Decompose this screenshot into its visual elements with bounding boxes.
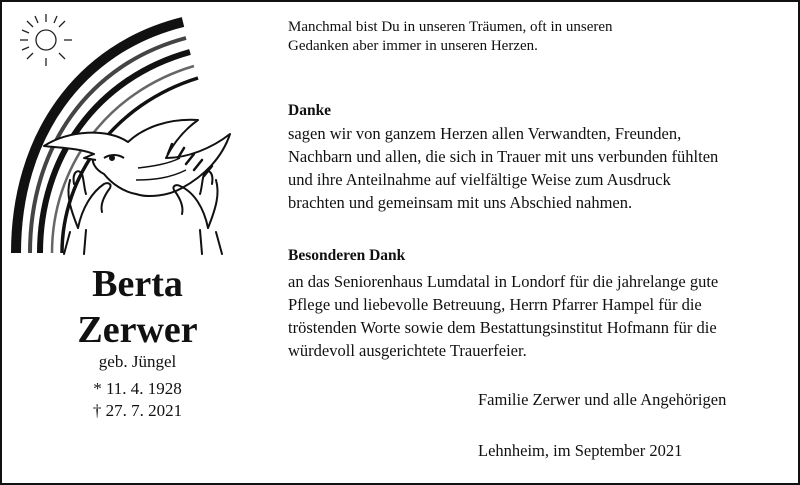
life-dates — [0, 378, 275, 422]
birth-name: geb. Jüngel — [98, 352, 177, 371]
special-thanks-heading: Besonderen Dank — [288, 247, 406, 264]
first-name: Berta — [92, 263, 183, 305]
special-thanks-line: tröstenden Worte sowie dem Bestattungsinstitut Hofmann für die — [288, 318, 717, 337]
birth-date: * 11. 4. 1928 — [93, 379, 182, 398]
special-thanks-line: an das Seniorenhaus Lumdatal in Londorf für die jahrelange gute — [288, 272, 719, 291]
thanks-line: Nachbarn und allen, die sich in Trauer mit uns verbunden fühlten — [288, 147, 719, 166]
left-column — [0, 0, 275, 485]
special-thanks-paragraph — [288, 270, 778, 362]
thanks-line: brachten und gemeinsam mit uns Abschied nahmen. — [288, 193, 633, 212]
thanks-line: und ihre Anteilnahme auf vielfältige Weise zum Ausdruck — [288, 170, 671, 189]
poem-block — [288, 18, 788, 56]
poem-line: Manchmal bist Du in unseren Träumen, oft in unseren — [288, 19, 613, 35]
thanks-heading: Danke — [288, 102, 332, 119]
thanks-line: sagen wir von ganzem Herzen allen Verwandten, Freunden, — [288, 124, 682, 143]
sun-icon — [20, 14, 72, 66]
thanks-paragraph — [288, 122, 778, 214]
dove-hands-artwork — [8, 8, 268, 258]
poem-line: Gedanken aber immer in unseren Herzen. — [288, 38, 538, 54]
death-date: † 27. 7. 2021 — [92, 401, 183, 420]
signature: Familie Zerwer und alle Angehörigen — [478, 390, 727, 409]
last-name: Zerwer — [77, 309, 198, 351]
place-date: Lehnheim, im September 2021 — [478, 441, 683, 460]
special-thanks-line: würdevoll ausgerichtete Trauerfeier. — [288, 341, 527, 360]
special-thanks-line: Pflege und liebevolle Betreuung, Herrn Pfarrer Hampel für die — [288, 295, 702, 314]
